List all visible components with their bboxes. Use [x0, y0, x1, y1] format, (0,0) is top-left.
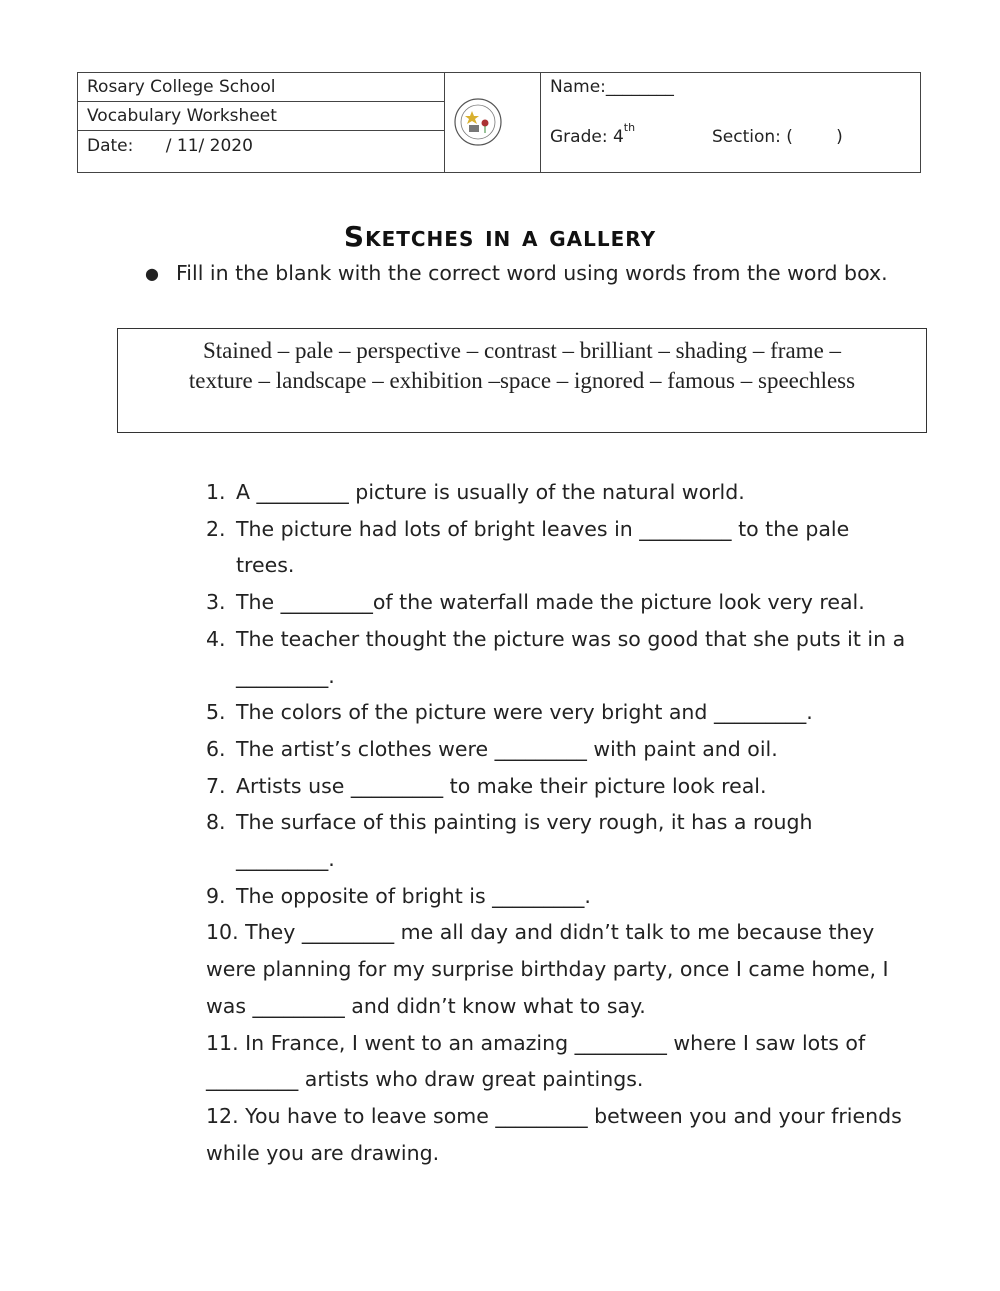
- question-text: The teacher thought the picture was so good that she puts it in a _________.: [236, 626, 906, 688]
- date-field: Date: / 11/ 2020: [87, 136, 253, 156]
- question-text: In France, I went to an amazing _________ where I saw lots of _________ artists who draw great paintings.: [206, 1030, 866, 1092]
- question-number: 3.: [206, 590, 226, 615]
- header-table: [77, 72, 921, 173]
- question-number: 11.: [206, 1030, 239, 1055]
- question-text: You have to leave some _________ between you and your friends while you are drawing.: [206, 1103, 902, 1165]
- grade-label: Grade: 4: [550, 127, 624, 147]
- header-right-cell: [541, 73, 921, 172]
- question-item: [206, 474, 906, 511]
- question-item: [206, 878, 906, 915]
- question-item: [206, 1025, 906, 1098]
- worksheet-type: Vocabulary Worksheet: [78, 102, 444, 131]
- question-text: The _________of the waterfall made the picture look very real.: [236, 590, 865, 615]
- question-item: [206, 511, 906, 584]
- instruction: [145, 258, 905, 289]
- question-text: The surface of this painting is very rough, it has a rough _________.: [236, 810, 813, 872]
- grade-field: [550, 121, 636, 147]
- question-item: [206, 914, 906, 1024]
- question-item: [206, 768, 906, 805]
- header-left-cell: [78, 73, 445, 172]
- word-box-line: texture – landscape – exhibition –space – ignored – famous – speechless: [188, 368, 856, 393]
- question-text: Artists use _________ to make their picture look real.: [236, 773, 767, 798]
- question-number: 4.: [206, 626, 226, 651]
- question-list: [206, 474, 906, 1171]
- question-number: 10.: [206, 920, 239, 945]
- question-text: The opposite of bright is _________.: [236, 883, 591, 908]
- question-item: [206, 584, 906, 621]
- bullet-icon: ●: [145, 264, 159, 283]
- question-number: 2.: [206, 516, 226, 541]
- student-name-field: Name:________: [550, 77, 674, 97]
- question-text: A _________ picture is usually of the natural world.: [236, 480, 745, 504]
- question-item: [206, 804, 906, 877]
- worksheet-title: Sketches in a gallery: [343, 220, 657, 253]
- question-number: 12.: [206, 1103, 239, 1128]
- school-name: Rosary College School: [78, 73, 444, 102]
- instruction-text: Fill in the blank with the correct word using words from the word box.: [176, 261, 888, 285]
- question-number: 9.: [206, 883, 226, 908]
- question-number: 1.: [206, 480, 226, 504]
- word-box: [117, 328, 927, 433]
- question-text: The colors of the picture were very bright and _________.: [236, 700, 813, 725]
- word-box-line: Stained – pale – perspective – contrast – brilliant – shading – frame –: [202, 338, 842, 363]
- question-number: 8.: [206, 810, 226, 835]
- question-text: They _________ me all day and didn’t talk to me because they were planning for my surprise birthday party, once I came home, I was _________ and didn’t know what to say.: [206, 920, 889, 1018]
- question-item: [206, 621, 906, 694]
- grade-superscript: th: [623, 121, 636, 134]
- section-field: Section: ( ): [712, 127, 843, 147]
- question-number: 6.: [206, 736, 226, 761]
- question-number: 7.: [206, 773, 226, 798]
- question-item: [206, 694, 906, 731]
- question-number: 5.: [206, 700, 226, 725]
- question-item: [206, 731, 906, 768]
- question-text: The picture had lots of bright leaves in _________ to the pale trees.: [236, 516, 850, 578]
- question-text: The artist’s clothes were _________ with paint and oil.: [236, 736, 778, 761]
- question-item: [206, 1098, 906, 1171]
- school-logo: [444, 73, 541, 172]
